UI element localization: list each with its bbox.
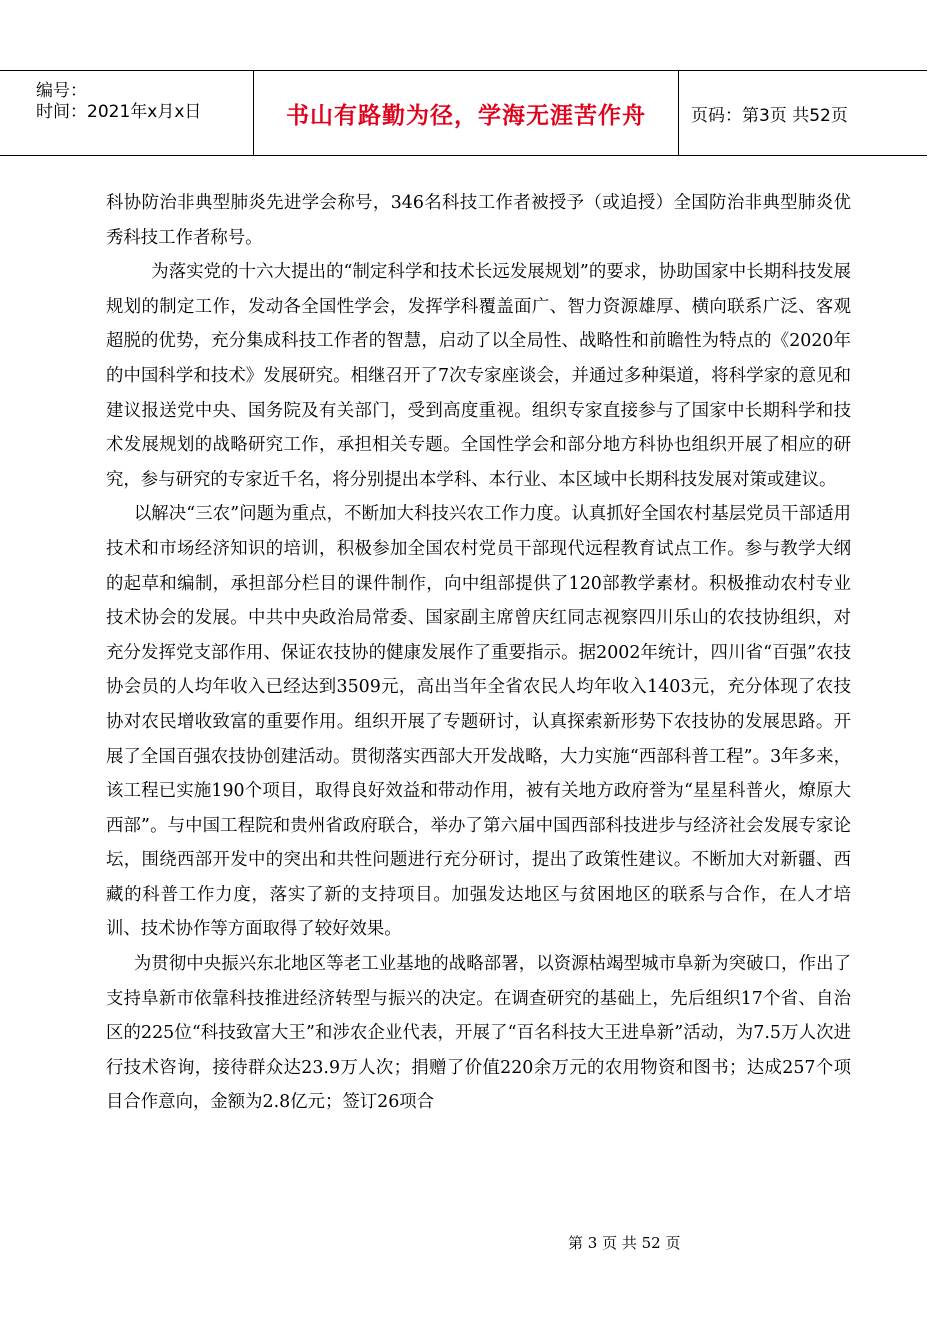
page-header (0, 70, 927, 156)
paragraph-3: 以解决“三农”问题为重点，不断加大科技兴农工作力度。认真抓好全国农村基层党员干部适用技术和市场经济知识的培训，积极参加全国农村党员干部现代远程教育试点工作。参与教学大纲的起草和编制，承担部分栏目的课件制作，向中组部提供了120部教学素材。积极推动农村专业技术协会的发展。中共中央政治局常委、国家副主席曾庆红同志视察四川乐山的农技协组织，对充分发挥党支部作用、保证农技协的健康发展作了重要指示。据2002年统计，四川省“百强”农技协会员的人均年收入已经达到3509元，高出当年全省农民人均年收入1403元，充分体现了农技协对农民增收致富的重要作用。组织开展了专题研讨，认真探索新形势下农技协的发展思路。开展了全国百强农技协创建活动。贯彻落实西部大开发战略，大力实施“西部科普工程”。3年多来，该工程已实施190个项目，取得良好效益和带动作用，被有关地方政府誉为“星星科普火，燎原大西部”。与中国工程院和贵州省政府联合，举办了第六届中国西部科技进步与经济社会发展专家论坛，围绕西部开发中的突出和共性问题进行充分研讨，提出了政策性建议。不断加大对新疆、西藏的科普工作力度，落实了新的支持项目。加强发达地区与贫困地区的联系与合作，在人才培训、技术协作等方面取得了较好效果。 (106, 504, 851, 940)
header-page-info: 页码：第3页 共52页 (691, 105, 848, 126)
paragraph-2: 为落实党的十六大提出的“制定科学和技术长远发展规划”的要求，协助国家中长期科技发展规划的制定工作，发动各全国性学会，发挥学科覆盖面广、智力资源雄厚、横向联系广泛、客观超脱的优势，充分集成科技工作者的智慧，启动了以全局性、战略性和前瞻性为特点的《2020年的中国科学和技术》发展研究。相继召开了7次专家座谈会，并通过多种渠道，将科学家的意见和建议报送党中央、国务院及有关部门，受到高度重视。组织专家直接参与了国家中长期科学和技术发展规划的战略研究工作，承担相关专题。全国性学会和部分地方科协也组织开展了相应的研究，参与研究的专家近千名，将分别提出本学科、本行业、本区域中长期科技发展对策或建议。 (106, 262, 851, 490)
header-motto: 书山有路勤为径，学海无涯苦作舟 (254, 71, 679, 155)
document-body (106, 186, 851, 1120)
document-number-label: 编号： (36, 81, 87, 101)
paragraph-1: 科协防治非典型肺炎先进学会称号，346名科技工作者被授予（或追授）全国防治非典型肺炎优秀科技工作者称号。 (106, 193, 851, 248)
footer-page-number: 第 3 页 共 52 页 (568, 1234, 681, 1252)
document-date-label: 时间：2021年x月x日 (36, 102, 202, 122)
paragraph-4: 为贯彻中央振兴东北地区等老工业基地的战略部署，以资源枯竭型城市阜新为突破口，作出了支持阜新市依靠科技推进经济转型与振兴的决定。在调查研究的基础上，先后组织17个省、自治区的225位“科技致富大王”和涉农企业代表，开展了“百名科技大王进阜新”活动，为7.5万人次进行技术咨询，接待群众达23.9万人次；捐赠了价值220余万元的农用物资和图书；达成257个项目合作意向，金额为2.8亿元；签订26项合 (106, 954, 851, 1113)
header-meta (0, 71, 254, 155)
